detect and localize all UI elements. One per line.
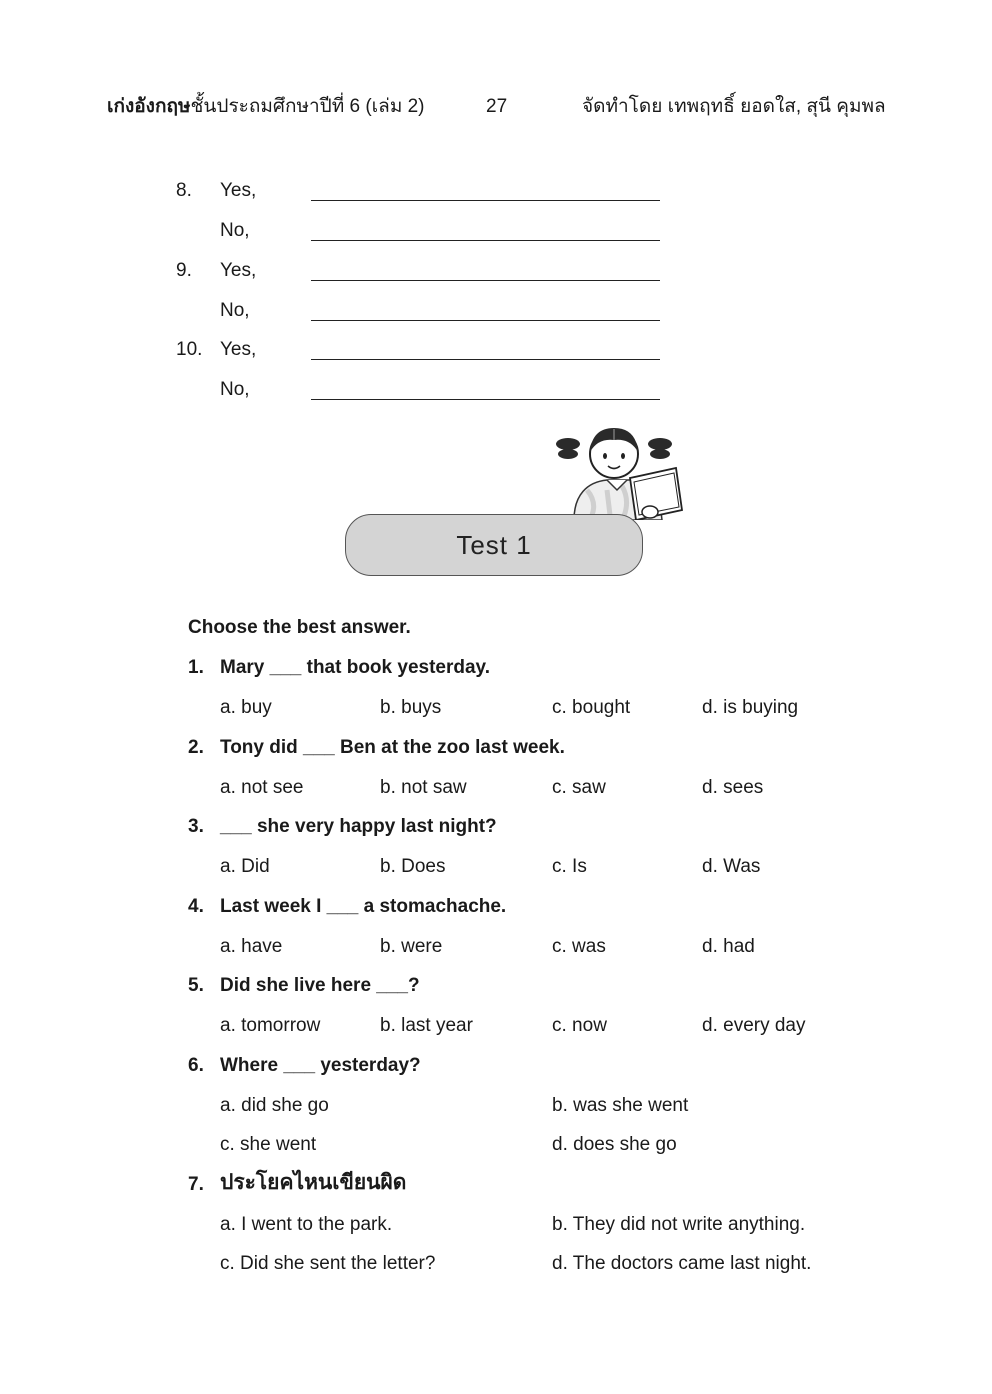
row-label: Yes, bbox=[220, 339, 257, 360]
option-b[interactable]: b. last year bbox=[380, 1015, 473, 1036]
option-b[interactable]: b. Does bbox=[380, 856, 446, 877]
option-b[interactable]: b. not saw bbox=[380, 777, 467, 798]
option-c[interactable]: c. Is bbox=[552, 856, 587, 877]
option-c[interactable]: c. was bbox=[552, 936, 606, 957]
option-c[interactable]: c. she went bbox=[220, 1134, 317, 1155]
option-d[interactable]: d. sees bbox=[702, 777, 764, 798]
option-b[interactable]: b. was she went bbox=[552, 1095, 689, 1116]
option-a[interactable]: a. Did bbox=[220, 856, 270, 877]
question-text: Where ___ yesterday? bbox=[220, 1055, 421, 1076]
row-number: 9. bbox=[176, 260, 192, 281]
row-number: 10. bbox=[176, 339, 203, 360]
page-number: 27 bbox=[486, 96, 508, 117]
question-number: 1. bbox=[188, 657, 204, 678]
option-d[interactable]: d. had bbox=[702, 936, 755, 957]
option-a[interactable]: a. buy bbox=[220, 697, 272, 718]
row-label: No, bbox=[220, 379, 250, 400]
option-d[interactable]: d. Was bbox=[702, 856, 761, 877]
row-label: Yes, bbox=[220, 260, 257, 281]
question-text: Mary ___ that book yesterday. bbox=[220, 657, 490, 678]
option-b[interactable]: b. buys bbox=[380, 697, 442, 718]
option-c[interactable]: c. bought bbox=[552, 697, 631, 718]
question-text: Did she live here ___? bbox=[220, 975, 420, 996]
option-d[interactable]: d. is buying bbox=[702, 697, 799, 718]
row-number: 8. bbox=[176, 180, 192, 201]
option-d[interactable]: d. The doctors came last night. bbox=[552, 1253, 812, 1274]
question-number: 7. bbox=[188, 1174, 204, 1195]
option-b[interactable]: b. They did not write anything. bbox=[552, 1214, 806, 1235]
option-a[interactable]: a. not see bbox=[220, 777, 304, 798]
answer-line[interactable] bbox=[311, 200, 660, 201]
answer-line[interactable] bbox=[311, 359, 660, 360]
answer-line[interactable] bbox=[311, 280, 660, 281]
answer-line[interactable] bbox=[311, 240, 660, 241]
option-b[interactable]: b. were bbox=[380, 936, 443, 957]
question-number: 6. bbox=[188, 1055, 204, 1076]
option-a[interactable]: a. tomorrow bbox=[220, 1015, 321, 1036]
answer-line[interactable] bbox=[311, 320, 660, 321]
question-text: ประโยคไหนเขียนผิด bbox=[220, 1171, 407, 1194]
test-title: Test 1 bbox=[456, 529, 532, 560]
option-c[interactable]: c. saw bbox=[552, 777, 606, 798]
girl-holding-book-illustration bbox=[552, 420, 692, 520]
instructions: Choose the best answer. bbox=[188, 617, 411, 638]
book-title-rest: ชั้นประถมศึกษาปีที่ 6 (เล่ม 2) bbox=[190, 96, 425, 117]
answer-line[interactable] bbox=[311, 399, 660, 400]
book-title-bold: เก่งอังกฤษ bbox=[107, 96, 191, 117]
question-number: 5. bbox=[188, 975, 204, 996]
question-text: ___ she very happy last night? bbox=[220, 816, 497, 837]
book-title bbox=[107, 94, 425, 120]
option-d[interactable]: d. every day bbox=[702, 1015, 806, 1036]
option-c[interactable]: c. Did she sent the letter? bbox=[220, 1253, 436, 1274]
question-number: 4. bbox=[188, 896, 204, 917]
option-a[interactable]: a. I went to the park. bbox=[220, 1214, 393, 1235]
question-text: Last week I ___ a stomachache. bbox=[220, 896, 507, 917]
option-a[interactable]: a. have bbox=[220, 936, 283, 957]
test-title-banner bbox=[345, 514, 643, 576]
authors: จัดทำโดย เทพฤทธิ์ ยอดใส, สุนี คุมพล bbox=[582, 96, 886, 117]
row-label: Yes, bbox=[220, 180, 257, 201]
question-number: 2. bbox=[188, 737, 204, 758]
option-d[interactable]: d. does she go bbox=[552, 1134, 677, 1155]
row-label: No, bbox=[220, 300, 250, 321]
row-label: No, bbox=[220, 220, 250, 241]
question-number: 3. bbox=[188, 816, 204, 837]
option-a[interactable]: a. did she go bbox=[220, 1095, 329, 1116]
question-text: Tony did ___ Ben at the zoo last week. bbox=[220, 737, 565, 758]
option-c[interactable]: c. now bbox=[552, 1015, 607, 1036]
